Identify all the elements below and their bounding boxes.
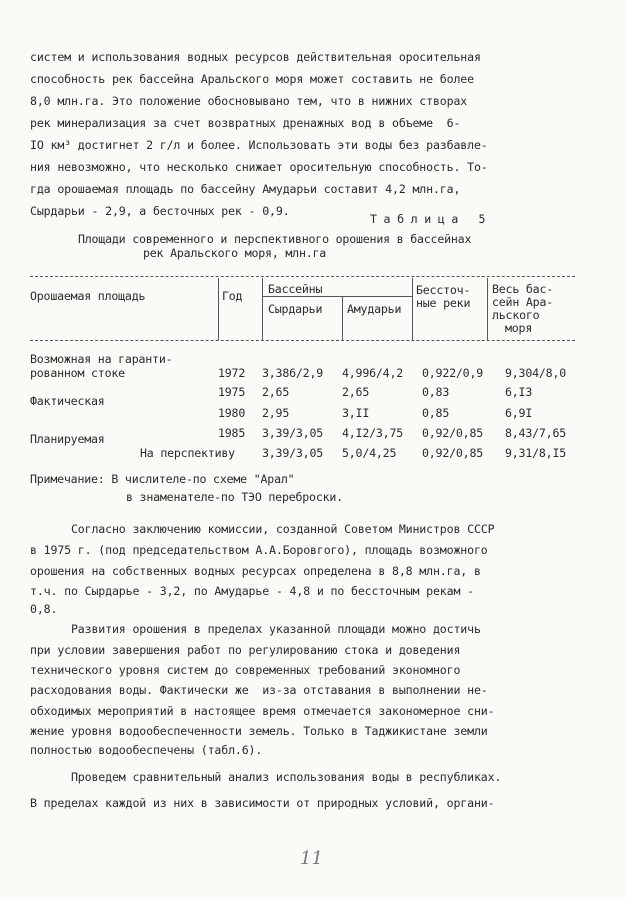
cell-syrdarya: 3,386/2,9 (262, 366, 324, 380)
text-line: способность рек бассейна Аральского моря может составить не более (30, 72, 474, 86)
text-line: В пределах каждой из них в зависимости от природных условий, органи- (30, 796, 495, 810)
table-note: Примечание: В числителе-по схеме "Арал" (30, 472, 295, 486)
cell-total: 8,43/7,65 (505, 426, 567, 440)
text-line: при условии завершения работ по регулированию стока и доведения (30, 643, 461, 657)
text-line: Проведем сравнительный анализ использования воды в республиках. (30, 770, 502, 784)
table-rule (30, 340, 575, 341)
table-divider (262, 296, 412, 297)
cell-year: 1980 (218, 406, 246, 420)
header-syrdarya: Сырдарьи (268, 302, 323, 316)
text-line: жение уровня водообеспеченности земель. Только в Таджикистане земли (30, 724, 488, 738)
header-endorheic: Бессточ- (416, 283, 471, 297)
cell-endorheic: 0,92/0,85 (422, 426, 484, 440)
text-line: рек минерализация за счет возвратных дренажных вод в объеме 6- (30, 116, 461, 130)
header-endorheic: ные реки (416, 296, 471, 310)
row-label: рованном стоке (30, 366, 125, 380)
cell-amudarya: 5,0/4,25 (342, 446, 397, 460)
table-divider (487, 278, 488, 340)
text-line: т.ч. по Сырдарье - 3,2, по Амударье - 4,8 и по бессточным рекам - (30, 584, 474, 598)
text-line: гда орошаемая площадь по бассейну Амударьи составит 4,2 млн.га, (30, 182, 461, 196)
table-note: в знаменателе-по ТЭО переброски. (126, 490, 343, 504)
row-label: На перспективу (140, 446, 235, 460)
header-total: сейн Ара- (492, 295, 554, 309)
text-line: Развития орошения в пределах указанной площади можно достичь (30, 622, 481, 636)
header-amudarya: Амударьи (347, 302, 402, 316)
table-divider (262, 278, 263, 340)
table-title: рек Аральского моря, млн.га (143, 246, 327, 260)
header-total: льского (492, 308, 540, 322)
text-line: в 1975 г. (под председательством А.А.Боровгого), площадь возможного (30, 543, 488, 557)
row-label: Фактическая (30, 394, 105, 408)
table-title: Площади современного и перспективного орошения в бассейнах (78, 232, 472, 246)
cell-amudarya: 4,996/4,2 (342, 366, 404, 380)
text-line: расходования воды. Фактически же из-за отставания в выполнении не- (30, 683, 488, 697)
cell-year: 1972 (218, 366, 246, 380)
cell-total: 6,9I (505, 406, 533, 420)
cell-syrdarya: 3,39/3,05 (262, 426, 324, 440)
table-divider (412, 278, 413, 340)
text-line: 0,8. (30, 602, 58, 616)
row-label: Планируемая (30, 432, 105, 446)
text-line: обходимых мероприятий в настоящее время отмечается закономерное сни- (30, 704, 495, 718)
table-label: Т а б л и ц а 5 (370, 212, 486, 226)
header-year: Год (222, 289, 243, 303)
cell-total: 9,31/8,I5 (505, 446, 567, 460)
header-total: моря (505, 321, 533, 335)
cell-endorheic: 0,85 (422, 406, 450, 420)
cell-syrdarya: 2,65 (262, 385, 290, 399)
text-line: ния невозможно, что несколько снижает оросительную способность. То- (30, 160, 488, 174)
cell-total: 9,304/8,0 (505, 366, 567, 380)
header-total: Весь бас- (492, 282, 554, 296)
header-basins: Бассейны (268, 282, 323, 296)
page-number: 11 (300, 848, 323, 869)
cell-total: 6,I3 (505, 385, 533, 399)
text-line: Сырдарьи - 2,9, а бесточных рек - 0,9. (30, 204, 290, 218)
cell-amudarya: 4,I2/3,75 (342, 426, 404, 440)
cell-amudarya: 3,II (342, 406, 370, 420)
cell-year: 1975 (218, 385, 246, 399)
cell-syrdarya: 3,39/3,05 (262, 446, 324, 460)
text-line: 8,0 млн.га. Это положение обосновывано тем, что в нижних створах (30, 94, 468, 108)
cell-endorheic: 0,83 (422, 385, 450, 399)
table-divider (218, 278, 219, 340)
cell-endorheic: 0,92/0,85 (422, 446, 484, 460)
table-rule (30, 276, 575, 277)
cell-endorheic: 0,922/0,9 (422, 366, 484, 380)
cell-syrdarya: 2,95 (262, 406, 290, 420)
header-area: Орошаемая площадь (30, 289, 146, 303)
text-line: технического уровня систем до современных требований экономного (30, 663, 461, 677)
text-line: орошения на собственных водных ресурсах определена в 8,8 млн.га, в (30, 564, 481, 578)
table-divider (342, 296, 343, 340)
text-line: IO км³ достигнет 2 г/л и более. Использовать эти воды без разбавле- (30, 138, 488, 152)
text-line: полностью водообеспечены (табл.6). (30, 743, 263, 757)
row-label: Возможная на гаранти- (30, 352, 173, 366)
cell-year: 1985 (218, 426, 246, 440)
cell-amudarya: 2,65 (342, 385, 370, 399)
text-line: систем и использования водных ресурсов действительная оросительная (30, 50, 481, 64)
text-line: Согласно заключению комиссии, созданной Советом Министров СССР (30, 522, 495, 536)
